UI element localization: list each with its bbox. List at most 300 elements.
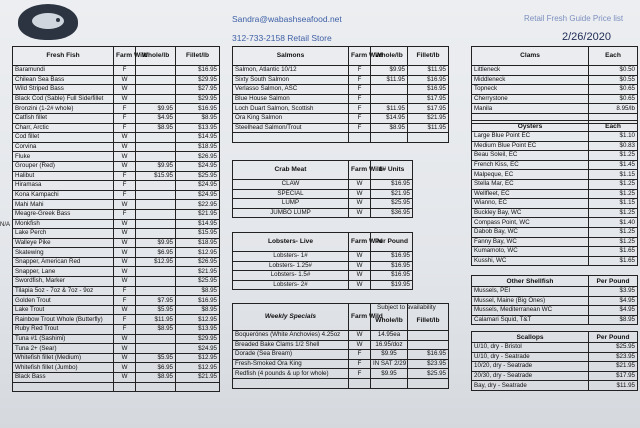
table-cell	[136, 334, 176, 344]
table-cell: $29.95	[176, 75, 220, 85]
table-cell: $21.95	[408, 113, 449, 123]
table-cell: $25.95	[408, 369, 449, 379]
shellfish-column-header: Other Shellfish	[472, 276, 589, 287]
table-cell: French Kiss, EC	[472, 160, 589, 170]
table-row	[13, 152, 220, 162]
table-row	[233, 113, 449, 123]
crab-column-header: Farm Wild	[349, 161, 371, 180]
table-cell: Kona Kampachi	[13, 190, 114, 200]
fish-column-header: Fresh Fish	[13, 47, 114, 66]
table-cell: Whitefish fillet (Medium)	[13, 353, 114, 363]
table-cell: W	[114, 363, 136, 373]
table-cell: $6.95	[136, 248, 176, 258]
table-cell: $15.95	[176, 229, 220, 239]
table-row	[233, 85, 449, 95]
table-cell: F	[349, 113, 371, 123]
table-cell: $16.95	[408, 85, 449, 95]
table-row	[472, 75, 638, 85]
table-cell: W	[349, 208, 371, 218]
table-row	[472, 132, 638, 142]
table-row	[472, 343, 638, 353]
scallops-column-header: Scallops	[472, 332, 589, 343]
table-cell: $23.95	[408, 359, 449, 369]
table-cell: Wianno, EC	[472, 199, 589, 209]
table-cell: W	[349, 331, 371, 341]
table-cell: $16.95	[408, 350, 449, 360]
table-row	[233, 271, 413, 281]
table-cell: Halibut	[13, 171, 114, 181]
table-cell: $8.95	[136, 325, 176, 335]
table-cell: Lake Trout	[13, 305, 114, 315]
table-cell: $4.95	[136, 113, 176, 123]
table-cell	[136, 152, 176, 162]
table-cell: $16.95	[371, 271, 413, 281]
table-cell: $8.95	[176, 286, 220, 296]
table-cell: Kumamoto, WC	[472, 247, 589, 257]
table-cell: W	[114, 373, 136, 383]
table-row	[233, 133, 449, 143]
table-row	[13, 296, 220, 306]
table-cell: $0.83	[589, 141, 638, 151]
table-row	[472, 189, 638, 199]
table-cell: $9.95	[136, 161, 176, 171]
table-cell: U/10, dry - Bristol	[472, 343, 589, 353]
table-cell: W	[114, 257, 136, 267]
table-cell: Black Cod (Sable) Full Side/fillet	[13, 94, 114, 104]
table-row	[13, 85, 220, 95]
table-cell: $1.15	[589, 170, 638, 180]
table-cell: $24.95	[176, 190, 220, 200]
table-cell: Fresh-Smoked Ora King	[233, 359, 349, 369]
table-cell: W	[114, 353, 136, 363]
table-cell: Sixty South Salmon	[233, 75, 349, 85]
table-row	[13, 267, 220, 277]
table-cell: $1.40	[589, 218, 638, 228]
table-row	[472, 160, 638, 170]
table-row	[13, 334, 220, 344]
table-cell: Large Blue Point EC	[472, 132, 589, 142]
table-cell: W	[114, 85, 136, 95]
table-cell	[136, 142, 176, 152]
table-cell: $18.95	[176, 142, 220, 152]
table-cell: $21.95	[176, 209, 220, 219]
table-cell: F	[114, 296, 136, 306]
store-phone: 312-733-2158 Retail Store	[232, 33, 332, 43]
table-cell: $19.95	[371, 280, 413, 290]
table-cell: $1.25	[589, 189, 638, 199]
wabash-seafood-logo	[18, 4, 78, 40]
salmons-column-header: Salmons	[233, 47, 349, 66]
table-row	[13, 257, 220, 267]
table-cell: $25.95	[176, 277, 220, 287]
table-cell: W	[114, 334, 136, 344]
table-row	[472, 104, 638, 114]
table-row	[13, 229, 220, 239]
table-cell: $9.95	[136, 104, 176, 114]
table-cell	[136, 85, 176, 95]
table-cell: Snapper, Lane	[13, 267, 114, 277]
table-row	[13, 171, 220, 181]
table-row	[233, 94, 449, 104]
table-row	[13, 382, 220, 392]
table-cell: Lake Perch	[13, 229, 114, 239]
price-list-title: Retail Fresh Guide Price list	[524, 14, 624, 23]
table-cell: $1.25	[589, 179, 638, 189]
salmons-column-header: Farm Wild	[349, 47, 371, 66]
availability-note: Subject to availability	[377, 304, 436, 311]
table-cell: $13.95	[176, 325, 220, 335]
table-cell: IN SAT 2/29	[371, 359, 408, 369]
clams-table	[471, 46, 638, 124]
table-cell: F	[114, 325, 136, 335]
table-cell: Medium Blue Point EC	[472, 141, 589, 151]
table-cell: $21.95	[176, 267, 220, 277]
fish-column-header: Fillet/lb	[176, 47, 220, 66]
weekly-specials-table	[232, 303, 449, 389]
table-cell: W	[114, 248, 136, 258]
scallops-header-row	[472, 332, 638, 343]
table-cell: W	[349, 340, 371, 350]
table-row	[13, 315, 220, 325]
table-cell: F	[114, 113, 136, 123]
table-cell: F	[349, 104, 371, 114]
table-cell: W	[114, 267, 136, 277]
table-row	[233, 378, 449, 388]
table-cell: $16.95	[176, 104, 220, 114]
table-row	[13, 277, 220, 287]
table-cell: $1.65	[589, 256, 638, 266]
table-row	[233, 340, 449, 350]
table-cell: W	[349, 252, 371, 262]
table-cell: Fanny Bay, WC	[472, 237, 589, 247]
weekly-column-header: Fillet/lb	[408, 304, 449, 331]
table-row	[13, 142, 220, 152]
table-row	[13, 353, 220, 363]
oysters-header-row	[472, 121, 638, 132]
table-row	[233, 369, 449, 379]
table-row	[472, 256, 638, 266]
table-cell: $16.95	[371, 180, 413, 190]
table-row	[233, 261, 413, 271]
table-row	[13, 104, 220, 114]
fish-header-row	[13, 47, 220, 66]
table-cell: $21.95	[176, 373, 220, 383]
table-cell	[371, 94, 408, 104]
shellfish-column-header: Per Pound	[589, 276, 638, 287]
table-cell: W	[114, 305, 136, 315]
table-row	[472, 141, 638, 151]
table-cell: F	[114, 123, 136, 133]
table-cell: 8.95/lb	[589, 104, 638, 114]
table-row	[472, 381, 638, 391]
table-cell: W	[349, 189, 371, 199]
oysters-column-header: Oysters	[472, 121, 589, 132]
table-row	[472, 208, 638, 218]
table-cell: Whitefish fillet (Jumbo)	[13, 363, 114, 373]
table-cell: $21.95	[589, 362, 638, 372]
clams-column-header: Clams	[472, 47, 589, 66]
table-cell: $1.65	[589, 247, 638, 257]
table-row	[233, 208, 413, 218]
table-cell	[136, 94, 176, 104]
weekly-column-header: Farm Wild	[349, 304, 371, 331]
table-cell: Baramundi	[13, 66, 114, 76]
table-cell: $23.95	[589, 352, 638, 362]
table-cell: $0.50	[589, 66, 638, 76]
table-row	[13, 113, 220, 123]
table-cell: $16.95	[371, 261, 413, 271]
table-cell: $11.95	[589, 381, 638, 391]
table-cell	[136, 229, 176, 239]
table-cell	[136, 209, 176, 219]
table-cell: 16.95/doz	[371, 340, 408, 350]
table-row	[13, 200, 220, 210]
table-cell: F	[114, 104, 136, 114]
table-cell: Topneck	[472, 85, 589, 95]
table-cell: $12.95	[176, 248, 220, 258]
table-row	[233, 331, 449, 341]
table-row	[472, 315, 638, 325]
lobsters-column-header: Per Pound	[371, 233, 413, 252]
table-cell: W	[114, 200, 136, 210]
table-cell: $8.95	[589, 315, 638, 325]
table-cell: W	[114, 344, 136, 354]
table-row	[472, 151, 638, 161]
table-cell: $8.95	[371, 123, 408, 133]
fish-column-header: Farm Wild	[114, 47, 136, 66]
table-cell: $14.95	[371, 113, 408, 123]
table-row	[472, 237, 638, 247]
price-list-date: 2/26/2020	[562, 31, 611, 43]
table-row	[13, 75, 220, 85]
table-cell: W	[114, 133, 136, 143]
table-cell: Skatewing	[13, 248, 114, 258]
table-row	[472, 287, 638, 297]
crab-meat-table	[232, 160, 413, 218]
table-cell: Verlasso Salmon, ASC	[233, 85, 349, 95]
table-cell: $8.95	[136, 123, 176, 133]
table-cell: Ora King Salmon	[233, 113, 349, 123]
table-cell: $25.95	[371, 199, 413, 209]
clams-column-header: Each	[589, 47, 638, 66]
table-row	[13, 248, 220, 258]
table-cell: $29.95	[176, 94, 220, 104]
table-cell: Salmon, Atlantic 10/12	[233, 66, 349, 76]
table-cell: Black Bass	[13, 373, 114, 383]
table-cell: $5.95	[136, 353, 176, 363]
table-cell: $27.95	[176, 85, 220, 95]
table-cell: F	[114, 209, 136, 219]
salmons-header-row	[233, 47, 449, 66]
table-cell: Beau Soleil, EC	[472, 151, 589, 161]
table-cell: $11.95	[371, 104, 408, 114]
table-cell: $1.25	[589, 208, 638, 218]
table-cell: Meagre-Greek Bass	[13, 209, 114, 219]
table-cell: Manila	[472, 104, 589, 114]
table-cell: $29.95	[176, 334, 220, 344]
table-cell: $8.95	[176, 305, 220, 315]
table-cell: $36.95	[371, 208, 413, 218]
table-cell: F	[114, 315, 136, 325]
table-cell: $24.95	[176, 161, 220, 171]
table-cell	[349, 133, 371, 143]
table-row	[472, 199, 638, 209]
table-cell: Wild Striped Bass	[13, 85, 114, 95]
table-cell: $9.95	[371, 369, 408, 379]
table-cell: Mussels, Mediterranean WC	[472, 306, 589, 316]
weekly-column-header: Whole/lb	[371, 304, 408, 331]
table-cell: Wellfleet, EC	[472, 189, 589, 199]
table-cell: F	[349, 350, 371, 360]
table-cell: $8.95	[176, 113, 220, 123]
table-cell	[349, 378, 371, 388]
table-cell: Buckley Bay, WC	[472, 208, 589, 218]
table-cell: SPECIAL	[233, 189, 349, 199]
table-cell: $25.95	[176, 171, 220, 181]
table-cell	[408, 331, 449, 341]
table-cell: $26.95	[176, 152, 220, 162]
table-cell: W	[114, 229, 136, 239]
table-cell: $12.95	[176, 353, 220, 363]
table-cell: $22.95	[176, 200, 220, 210]
table-cell: Mussels, PEI	[472, 287, 589, 297]
table-cell: Compass Point, WC	[472, 218, 589, 228]
table-cell: W	[114, 161, 136, 171]
crab-column-header: 1# Units	[371, 161, 413, 180]
table-row	[13, 344, 220, 354]
table-row	[13, 325, 220, 335]
lobsters-table	[232, 232, 413, 290]
table-cell: $15.95	[136, 171, 176, 181]
table-row	[233, 252, 413, 262]
table-row	[13, 190, 220, 200]
table-cell: F	[114, 171, 136, 181]
table-cell: Tuna 2+ (Sear)	[13, 344, 114, 354]
table-cell	[136, 66, 176, 76]
table-cell: Cherrystone	[472, 94, 589, 104]
table-cell: CLAW	[233, 180, 349, 190]
table-cell: $26.95	[176, 257, 220, 267]
table-cell	[136, 286, 176, 296]
side-note: N/A	[0, 222, 11, 228]
table-row	[472, 296, 638, 306]
table-cell	[136, 181, 176, 191]
table-cell: F	[114, 66, 136, 76]
table-row	[233, 180, 413, 190]
table-row	[233, 350, 449, 360]
table-cell: Catfish fillet	[13, 113, 114, 123]
table-cell: Loch Duart Salmon, Scottish	[233, 104, 349, 114]
table-cell: $16.95	[408, 75, 449, 85]
table-cell	[13, 382, 114, 392]
weekly-column-header: Weekly Specials	[233, 304, 349, 331]
table-cell: $0.65	[589, 85, 638, 95]
table-cell: Cod fillet	[13, 133, 114, 143]
table-row	[13, 209, 220, 219]
table-cell: Lobsters- 2#	[233, 280, 349, 290]
table-row	[472, 227, 638, 237]
fresh-fish-table	[12, 46, 220, 392]
table-cell: $9.95	[136, 238, 176, 248]
table-cell: Dorade (Sea Bream)	[233, 350, 349, 360]
table-cell: Tilapia 5oz - 7oz & 7oz - 9oz	[13, 286, 114, 296]
salmons-column-header: Whole/lb	[371, 47, 408, 66]
table-cell	[371, 133, 408, 143]
table-cell: Calamari Squid, T&T	[472, 315, 589, 325]
table-cell: $4.95	[589, 306, 638, 316]
table-cell	[371, 378, 408, 388]
table-cell	[371, 85, 408, 95]
table-cell: $12.95	[136, 257, 176, 267]
table-cell: $17.95	[408, 94, 449, 104]
table-cell: Mussel, Maine (Big Ones)	[472, 296, 589, 306]
table-cell: $0.65	[589, 94, 638, 104]
table-cell: $14.95	[176, 219, 220, 229]
table-cell: Corvina	[13, 142, 114, 152]
table-cell: Lobsters- 1#	[233, 252, 349, 262]
table-row	[472, 247, 638, 257]
table-row	[472, 371, 638, 381]
table-row	[233, 189, 413, 199]
table-cell: Golden Trout	[13, 296, 114, 306]
table-cell: Stella Mar, EC	[472, 179, 589, 189]
table-row	[13, 286, 220, 296]
table-cell: 14.95ea	[371, 331, 408, 341]
lobsters-header-row	[233, 233, 413, 252]
table-cell: W	[114, 142, 136, 152]
oysters-table	[471, 120, 638, 266]
lobsters-column-header: Farm Wild	[349, 233, 371, 252]
salmons-column-header: Fillet/lb	[408, 47, 449, 66]
table-cell: 10/20, dry - Seatrade	[472, 362, 589, 372]
table-cell	[136, 75, 176, 85]
table-cell: $25.95	[589, 343, 638, 353]
table-cell: Dabob Bay, WC	[472, 227, 589, 237]
table-row	[13, 219, 220, 229]
table-cell: Breaded Bake Clams 1/2 Shell	[233, 340, 349, 350]
table-row	[13, 133, 220, 143]
lobsters-column-header: Lobsters- Live	[233, 233, 349, 252]
table-cell: W	[349, 271, 371, 281]
table-cell: Littleneck	[472, 66, 589, 76]
table-cell	[136, 200, 176, 210]
table-cell: Hiramasa	[13, 181, 114, 191]
table-cell: $3.95	[589, 287, 638, 297]
table-cell: Rainbow Trout Whole (Butterfly)	[13, 315, 114, 325]
table-row	[233, 359, 449, 369]
table-row	[13, 238, 220, 248]
table-row	[472, 352, 638, 362]
table-cell: LUMP	[233, 199, 349, 209]
table-row	[472, 94, 638, 104]
table-cell: $17.95	[589, 371, 638, 381]
scallops-table	[471, 331, 638, 391]
table-cell: W	[349, 280, 371, 290]
table-cell	[233, 378, 349, 388]
table-row	[13, 94, 220, 104]
table-cell: Grouper (Red)	[13, 161, 114, 171]
table-row	[233, 123, 449, 133]
scallops-column-header: Per Pound	[589, 332, 638, 343]
table-cell: Malpeque, EC	[472, 170, 589, 180]
table-cell: F	[349, 94, 371, 104]
oysters-column-header: Each	[589, 121, 638, 132]
table-cell: W	[349, 180, 371, 190]
table-row	[233, 66, 449, 76]
table-row	[13, 305, 220, 315]
table-cell: Steelhead Salmon/Trout	[233, 123, 349, 133]
table-row	[13, 161, 220, 171]
